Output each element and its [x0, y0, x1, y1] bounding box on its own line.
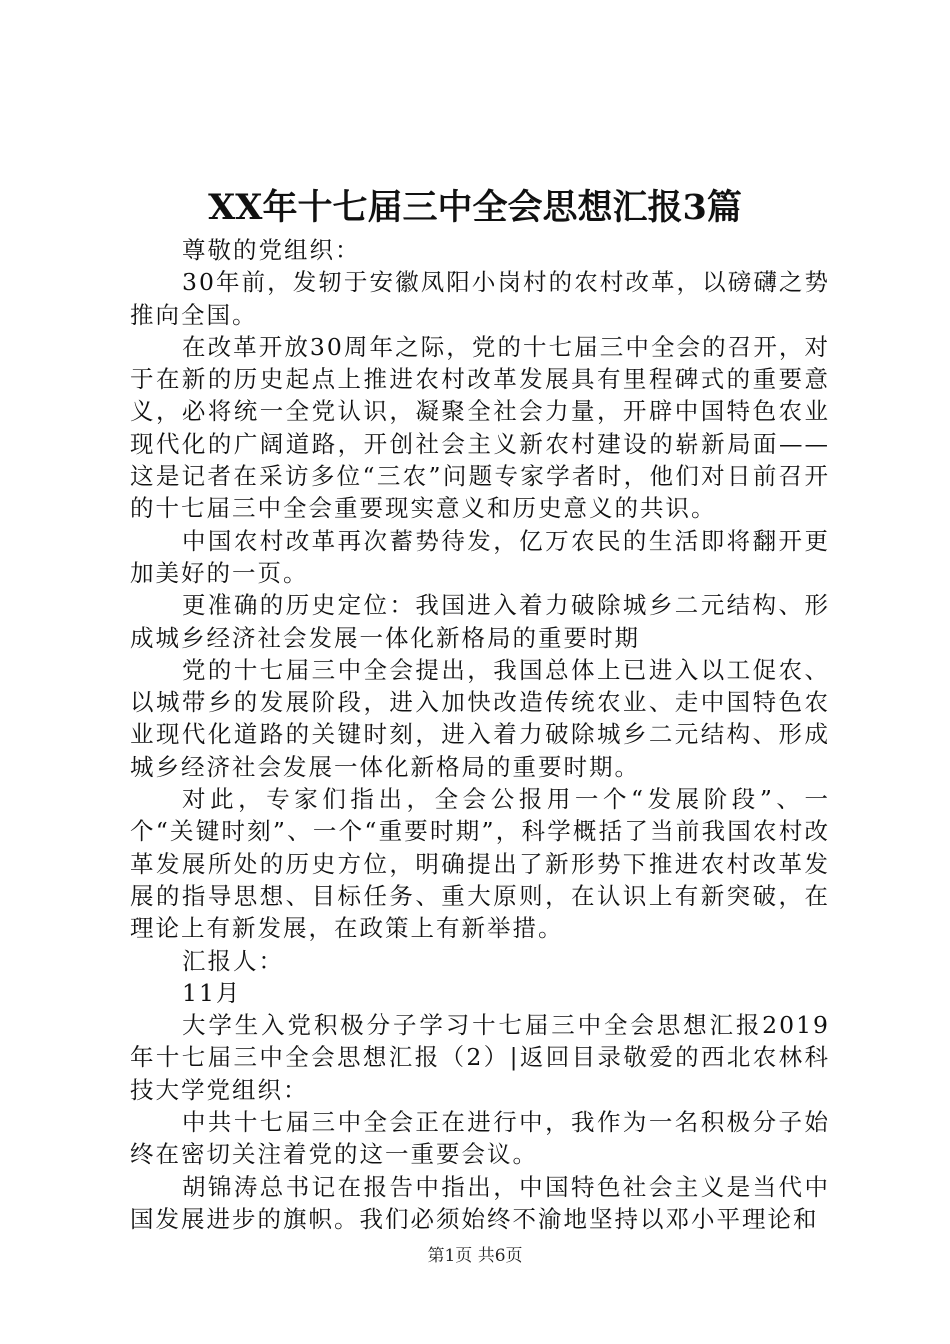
- paragraph: 对此，专家们指出，全会公报用一个“发展阶段”、一个“关键时刻”、一个“重要时期”，科学概括了当前我国农村改革发展所处的历史方位，明确提出了新形势下推进农村改革发展的指导思想、目标任务、重大原则，在认识上有新突破，在理论上有新发展，在政策上有新举措。: [130, 785, 830, 943]
- document-body: [130, 234, 830, 1235]
- paragraph: 在改革开放30周年之际，党的十七届三中全会的召开，对于在新的历史起点上推进农村改革发展具有里程碑式的重要意义，必将统一全党认识，凝聚全社会力量，开辟中国特色农业现代化的广阔道路，开创社会主义新农村建设的崭新局面——这是记者在采访多位“三农”问题专家学者时，他们对日前召开的十七届三中全会重要现实意义和历史意义的共识。: [130, 332, 830, 523]
- paragraph: 中国农村改革再次蓄势待发，亿万农民的生活即将翻开更加美好的一页。: [130, 526, 830, 587]
- page-footer: 第1页 共6页: [427, 1246, 523, 1266]
- paragraph: 30年前，发轫于安徽凤阳小岗村的农村改革，以磅礴之势推向全国。: [130, 268, 830, 329]
- paragraph-date: 11月: [182, 978, 242, 1007]
- paragraph-salutation: 尊敬的党组织：: [182, 236, 361, 264]
- paragraph: 中共十七届三中全会正在进行中，我作为一名积极分子始终在密切关注着党的这一重要会议。: [130, 1108, 830, 1169]
- paragraph: 党的十七届三中全会提出，我国总体上已进入以工促农、以城带乡的发展阶段，进入加快改造传统农业、走中国特色农业现代化道路的关键时刻，进入着力破除城乡二元结构、形成城乡经济社会发展一体化新格局的重要时期。: [130, 655, 830, 781]
- document-title: XX年十七届三中全会思想汇报3篇: [208, 187, 742, 228]
- paragraph: 胡锦涛总书记在报告中指出，中国特色社会主义是当代中国发展进步的旗帜。我们必须始终不渝地坚持以邓小平理论和: [130, 1172, 830, 1233]
- paragraph-reporter: 汇报人：: [182, 946, 284, 975]
- paragraph-subheading: 更准确的历史定位：我国进入着力破除城乡二元结构、形成城乡经济社会发展一体化新格局的重要时期: [130, 591, 830, 652]
- paragraph: 大学生入党积极分子学习十七届三中全会思想汇报2019年十七届三中全会思想汇报（2）|返回目录敬爱的西北农林科技大学党组织：: [130, 1011, 830, 1104]
